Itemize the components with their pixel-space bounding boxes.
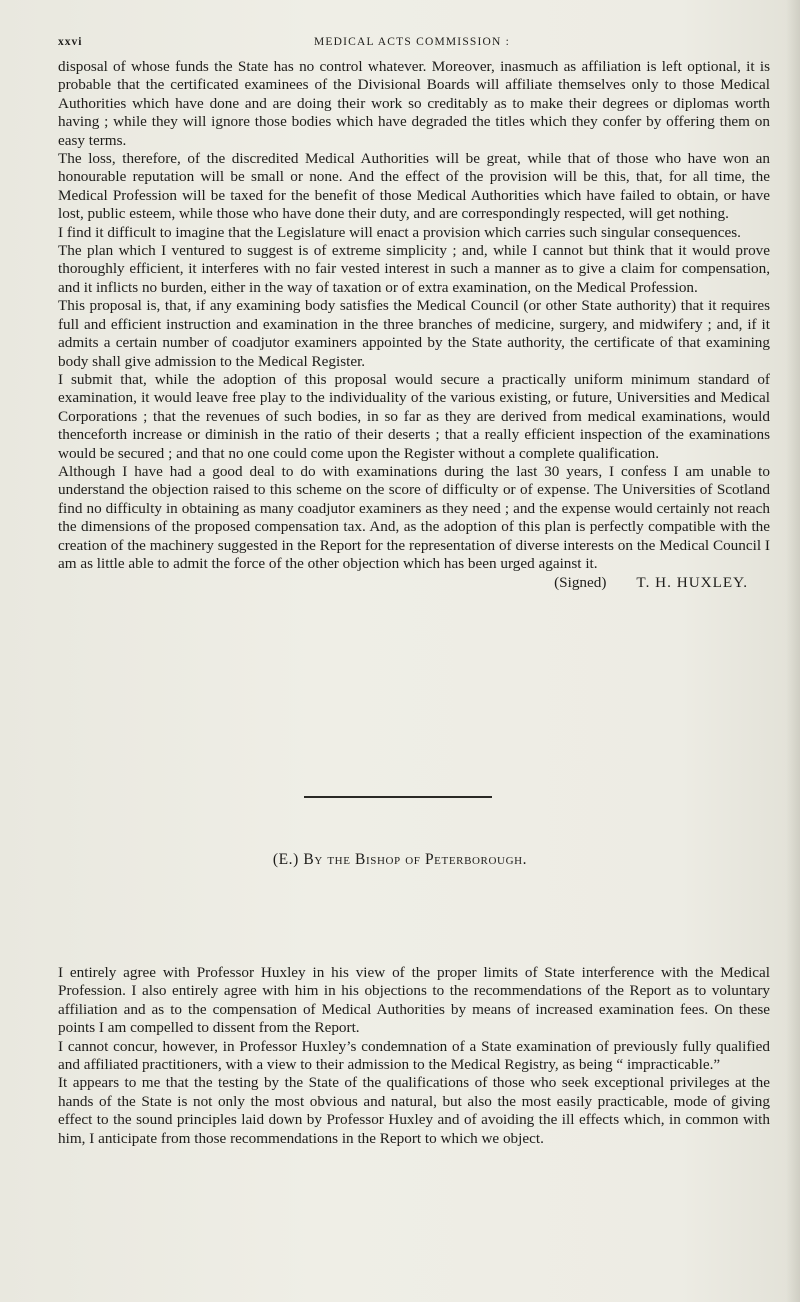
paragraph: It appears to me that the testing by the State of the qualifications of those who seek exceptional privileges at the hands of the State is not only the most obvious and natural, but also the most easily practicable, mode of giving effect to the sound principles laid down by Professor Huxley and of avoiding the ill effects which, in common with him, I anticipate from those recommendations in the Report to which we object. <box>58 1074 770 1147</box>
section-heading <box>0 851 800 869</box>
running-title: MEDICAL ACTS COMMISSION : <box>314 36 511 48</box>
section-label: (E.) <box>272 851 299 868</box>
page-edge-shadow <box>786 0 800 1302</box>
paragraph: This proposal is, that, if any examining body satisfies the Medical Council (or other State authority) that it requires full and efficient instruction and examination in the three branches of medicine, surgery, and midwifery ; and, if it admits a certain number of coadjutor examiners appointed by the State authority, the certificate of that examining body shall give admission to the Medical Register. <box>58 297 770 370</box>
paragraph: I cannot concur, however, in Professor Huxley’s condemnation of a State examination of previously fully qualified and affiliated practitioners, with a view to their admission to the Medical Registry, as being “ impracticable.” <box>58 1037 770 1074</box>
paragraph: disposal of whose funds the State has no control whatever. Moreover, inasmuch as affiliation is left optional, it is probable that the certificated examinees of the Divisional Boards will affiliate themselves only to those Medical Authorities which have done and are doing their work so creditably as to make their degrees or diplomas worth having ; while they will ignore those bodies which have degraded the titles which they confer by offering them on easy terms. <box>58 58 770 149</box>
paragraph: I submit that, while the adoption of this proposal would secure a practically uniform minimum standard of examination, it would leave free play to the individuality of the various existing, or future, Universities and Medical Corporations ; that the revenues of such bodies, in so far as they are derived from medical examinations, would thenceforth increase or diminish in the ratio of their deserts ; that a really efficient inspection of the examinations would be secured ; and that no one could come upon the Register without a complete qualification. <box>58 370 770 462</box>
signature-line <box>58 574 770 592</box>
page-header <box>58 36 758 52</box>
paragraph: Although I have had a good deal to do with examinations during the last 30 years, I confess I am unable to understand the objection raised to this scheme on the score of difficulty or of expense. The Universities of Scotland find no difficulty in obtaining as many coadjutor examiners as they need ; and the expense would certainly not reach the dimensions of the proposed compensation tax. And, as the adoption of this plan is perfectly compatible with the creation of the machinery suggested in the Report for the representation of diverse interests on the Medical Council I am as little able to admit the force of the other objection which has been urged against it. <box>58 462 770 572</box>
signature-prefix: (Signed) <box>554 574 607 592</box>
huxley-letter <box>58 58 770 593</box>
bishop-letter <box>58 964 770 1148</box>
paragraph: The loss, therefore, of the discredited Medical Authorities will be great, while that of those who have won an honourable reputation will be small or none. And the effect of the provision will be this, that, for all time, the Medical Profession will be taxed for the benefit of those Medical Authorities which have failed to obtain, or have lost, public esteem, while those who have done their duty, and are correspondingly respected, will get nothing. <box>58 150 770 223</box>
section-divider <box>304 796 492 798</box>
paragraph: I find it difficult to imagine that the Legislature will enact a provision which carries such singular consequences. <box>58 223 741 241</box>
signature-name: T. H. HUXLEY. <box>636 574 748 592</box>
page-number: xxvi <box>58 36 83 48</box>
paragraph: The plan which I ventured to suggest is of extreme simplicity ; and, while I cannot but think that it would prove thoroughly efficient, it interferes with no fair vested interest in such a manner as to give a claim for compensation, and it inflicts no burden, either in the way of taxation or of extra examination, on the Medical Profession. <box>58 242 770 296</box>
section-title: By the Bishop of Peterborough. <box>303 851 528 868</box>
paragraph: I entirely agree with Professor Huxley in his view of the proper limits of State interference with the Medical Profession. I also entirely agree with him in his objections to the recommendations of the Report as to voluntary affiliation and as to the compensation of Medical Authorities by means of increased examination fees. On these points I am compelled to dissent from the Report. <box>58 964 770 1037</box>
